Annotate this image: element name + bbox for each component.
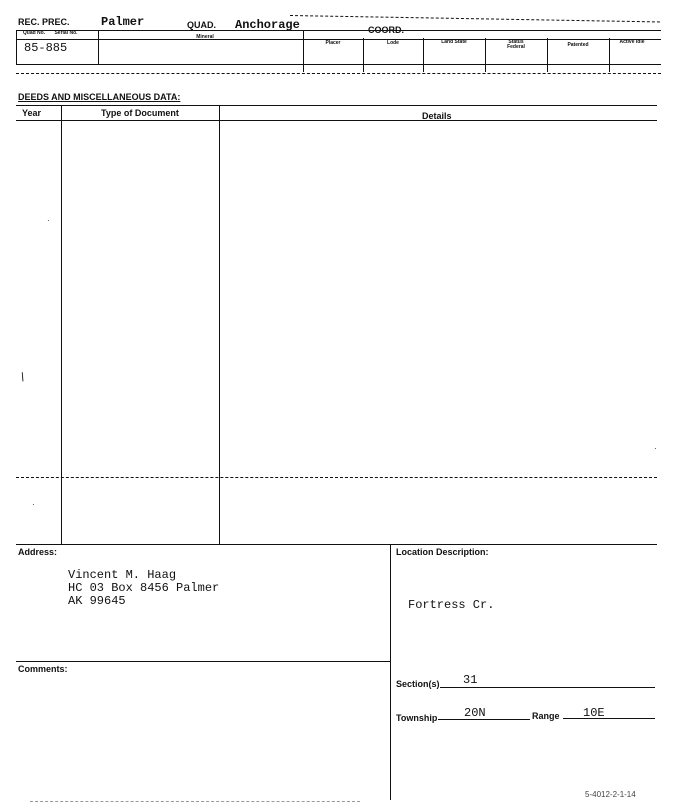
township-label: Township [396,713,438,723]
quad-serial-value: 85-885 [24,41,68,55]
section-label: Section(s) [396,679,440,689]
stray-mark: · [47,216,50,225]
status-federal-header: Status Federal [507,39,525,50]
col-divider [16,30,17,65]
col-divider [363,38,364,72]
rule [16,73,661,74]
section-value: 31 [463,673,478,687]
mineral-header: Mineral [196,34,214,40]
rec-prec-value: Palmer [101,15,145,29]
col-divider [98,30,99,65]
address-line: Vincent M. Haag [68,568,177,582]
col-divider [423,38,424,72]
township-value: 20N [464,706,486,720]
location-description-label: Location Description: [396,547,489,557]
rec-prec-label: REC. PREC. [18,17,70,27]
stray-mark: / [18,369,27,385]
comments-label: Comments: [18,664,68,674]
type-column-header: Type of Document [101,108,179,118]
rule [30,801,360,802]
rule [16,544,657,545]
location-description-value: Fortress Cr. [408,598,495,612]
stray-mark: · [654,444,657,453]
col-divider [609,38,610,72]
rule [16,105,657,106]
col-divider [61,105,62,545]
col-divider [219,105,220,545]
land-state-header: Land State [441,39,467,45]
rule [440,687,655,688]
active-idle-header: Active Idle [619,39,645,45]
rule [16,64,661,65]
details-column-header: Details [422,111,452,121]
address-line: HC 03 Box 8456 Palmer [68,581,220,595]
rule [290,15,660,22]
range-label: Range [532,711,560,721]
placer-header: Placer [325,40,341,46]
col-divider [303,30,304,72]
patented-header: Patented [567,42,589,48]
col-divider [390,544,391,800]
quad-value: Anchorage [235,18,300,32]
address-block [68,569,219,608]
col-divider [485,38,486,72]
rule [563,718,655,719]
deeds-section-title: DEEDS AND MISCELLANEOUS DATA: [18,92,181,102]
rule [16,120,657,121]
address-line: AK 99645 [68,594,126,608]
quad-label: QUAD. [187,20,216,30]
year-column-header: Year [22,108,42,118]
rule [16,477,657,478]
range-value: 10E [583,706,605,720]
address-label: Address: [18,547,58,557]
rule [16,30,661,31]
rule [16,661,390,662]
col-divider [547,38,548,72]
serial-no-header: Serial No. [54,30,78,36]
quad-no-header: Quad No. [22,30,46,36]
lode-header: Lode [387,40,399,46]
footer-code: 5-4012-2-1-14 [585,790,636,799]
coord-label: COORD. [368,25,404,35]
stray-mark: · [32,500,35,509]
